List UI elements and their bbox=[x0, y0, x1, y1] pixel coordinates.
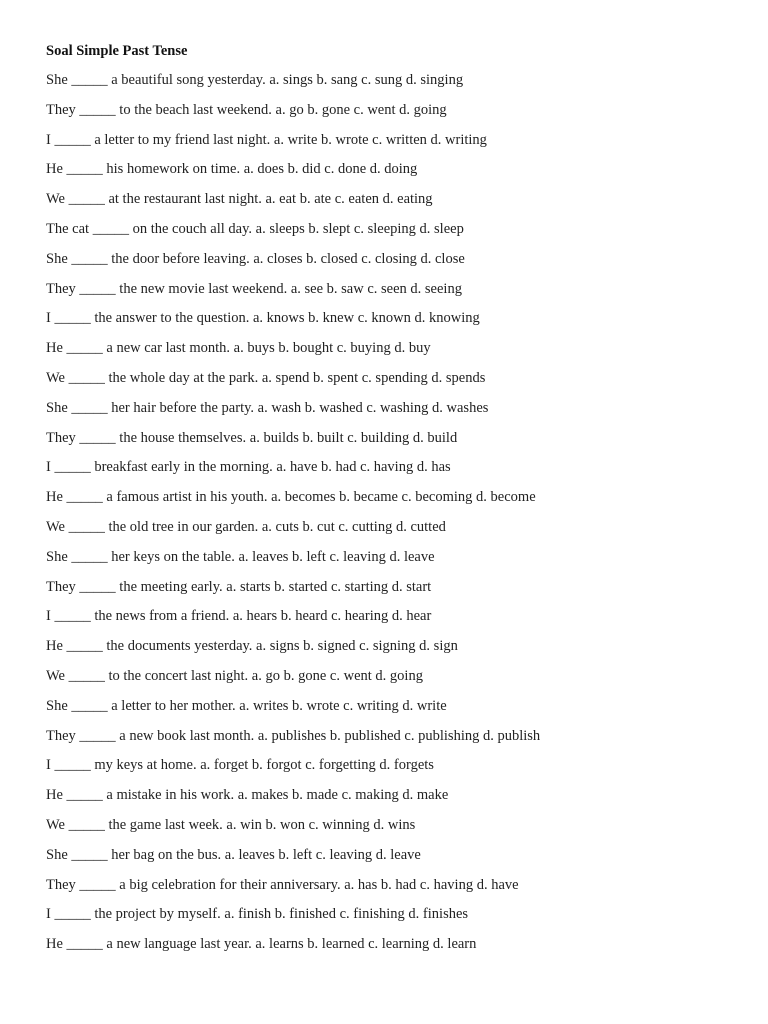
question-item: She _____ a beautiful song yesterday. a. sings b. sang c. sung d. singing bbox=[46, 72, 464, 88]
question-item: They _____ a new book last month. a. publishes b. published c. publishing d. publish bbox=[46, 727, 541, 744]
question-item: She _____ her hair before the party. a. wash b. washed c. washing d. washes bbox=[46, 399, 489, 416]
question-item: He _____ his homework on time. a. does b. did c. done d. doing bbox=[46, 161, 418, 178]
question-item: I _____ a letter to my friend last night. a. write b. wrote c. written d. writing bbox=[46, 131, 487, 148]
question-item: I _____ the answer to the question. a. knows b. knew c. known d. knowing bbox=[46, 310, 480, 327]
question-item: I _____ the project by myself. a. finish b. finished c. finishing d. finishes bbox=[46, 906, 469, 923]
question-item: She _____ the door before leaving. a. closes b. closed c. closing d. close bbox=[46, 250, 465, 267]
question-item: She _____ her bag on the bus. a. leaves b. left c. leaving d. leave bbox=[46, 846, 421, 863]
question-item: We _____ to the concert last night. a. go b. gone c. went d. going bbox=[46, 667, 423, 684]
question-item: They _____ the house themselves. a. builds b. built c. building d. build bbox=[46, 429, 458, 446]
question-item: We _____ the whole day at the park. a. spend b. spent c. spending d. spends bbox=[46, 369, 486, 386]
question-item: He _____ a famous artist in his youth. a. becomes b. became c. becoming d. become bbox=[46, 489, 536, 506]
question-item: We _____ at the restaurant last night. a. eat b. ate c. eaten d. eating bbox=[46, 191, 433, 208]
document-title: Soal Simple Past Tense bbox=[46, 43, 188, 59]
question-item: They _____ a big celebration for their anniversary. a. has b. had c. having d. have bbox=[46, 876, 519, 893]
question-item: They _____ to the beach last weekend. a. go b. gone c. went d. going bbox=[46, 101, 447, 118]
question-item: We _____ the game last week. a. win b. won c. winning d. wins bbox=[46, 816, 416, 833]
question-item: I _____ my keys at home. a. forget b. forgot c. forgetting d. forgets bbox=[46, 757, 434, 774]
question-item: The cat _____ on the couch all day. a. sleeps b. slept c. sleeping d. sleep bbox=[46, 220, 464, 237]
question-list bbox=[46, 71, 768, 965]
question-item: She _____ her keys on the table. a. leaves b. left c. leaving d. leave bbox=[46, 548, 435, 565]
question-item: He _____ the documents yesterday. a. signs b. signed c. signing d. sign bbox=[46, 638, 458, 655]
question-item: They _____ the new movie last weekend. a. see b. saw c. seen d. seeing bbox=[46, 280, 462, 297]
question-item: She _____ a letter to her mother. a. writes b. wrote c. writing d. write bbox=[46, 697, 447, 714]
question-item: We _____ the old tree in our garden. a. cuts b. cut c. cutting d. cutted bbox=[46, 518, 446, 535]
question-item: He _____ a new language last year. a. learns b. learned c. learning d. learn bbox=[46, 936, 477, 953]
question-item: He _____ a new car last month. a. buys b. bought c. buying d. buy bbox=[46, 340, 431, 357]
question-item: I _____ the news from a friend. a. hears b. heard c. hearing d. hear bbox=[46, 608, 432, 625]
question-item: He _____ a mistake in his work. a. makes b. made c. making d. make bbox=[46, 787, 449, 804]
question-item: I _____ breakfast early in the morning. a. have b. had c. having d. has bbox=[46, 459, 451, 476]
question-item: They _____ the meeting early. a. starts b. started c. starting d. start bbox=[46, 578, 432, 595]
